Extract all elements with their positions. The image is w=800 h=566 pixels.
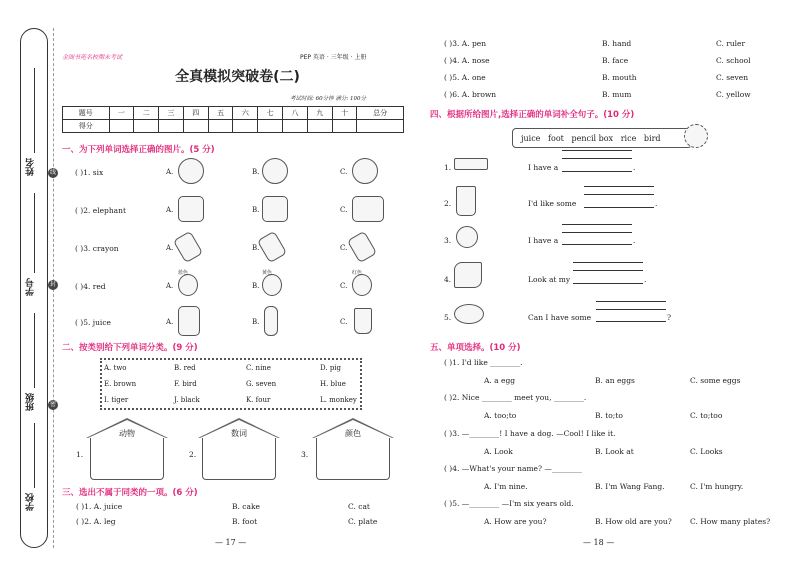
house-colors-label: 颜色: [345, 429, 361, 438]
s4-item1-num: 1.: [444, 163, 452, 172]
score-cell[interactable]: [332, 120, 357, 133]
house-numbers[interactable]: [198, 418, 280, 480]
s5-q4-a[interactable]: A. I'm nine.: [484, 482, 528, 491]
red-balloon-icon: [352, 270, 372, 296]
s3-q5-stem[interactable]: ( )5. A. one: [444, 73, 486, 82]
score-header-cell: 九: [307, 107, 332, 120]
s5-q5-a[interactable]: A. How are you?: [484, 517, 547, 526]
s3-q1-stem[interactable]: ( )1. A. juice: [76, 502, 123, 511]
s5-q1-c[interactable]: C. some eggs: [690, 376, 741, 385]
juice-icon: [456, 186, 476, 216]
writing-guide-line: [596, 301, 666, 302]
house1-num: 1.: [76, 450, 84, 459]
word-item: K. four: [246, 396, 271, 404]
s4-item2-end: .: [655, 199, 658, 208]
s1-q3-opt-a[interactable]: A.: [166, 244, 174, 252]
milk-carton-icon: [178, 306, 200, 336]
house3-num: 3.: [301, 450, 309, 459]
word-item: D. pig: [320, 364, 342, 372]
s5-q3-a[interactable]: A. Look: [484, 447, 513, 456]
page-number-left: — 17 —: [215, 538, 247, 547]
girl-icon: [262, 158, 288, 184]
score-cell[interactable]: [183, 120, 208, 133]
juice-glass-icon: [354, 308, 372, 334]
writing-guide-line: [596, 309, 666, 310]
score-cell[interactable]: [109, 120, 134, 133]
s4-item4-end: .: [644, 275, 647, 284]
s1-q4-opt-c[interactable]: C.: [340, 282, 348, 290]
word-item: L. monkey: [320, 396, 357, 404]
s3-q2-stem[interactable]: ( )2. A. leg: [76, 517, 116, 526]
s5-q4-b[interactable]: B. I'm Wang Fang.: [595, 482, 665, 491]
s1-q4-stem[interactable]: ( )4. red: [75, 282, 106, 291]
word-item: J. black: [174, 396, 200, 404]
s4-item5-num: 5.: [444, 313, 452, 322]
score-header-cell: 七: [258, 107, 283, 120]
book-info: PEP 英语 · 三年级 · 上册: [300, 54, 367, 61]
binding-strip: [8, 28, 56, 548]
section2-title: 二、按类别给下列单词分类。(9 分): [62, 343, 198, 353]
s3-q4-c[interactable]: C. school: [716, 56, 751, 65]
score-header-cell: 题号: [63, 107, 110, 120]
s1-q1-opt-a[interactable]: A.: [166, 168, 174, 176]
s3-q4-b[interactable]: B. face: [602, 56, 629, 65]
water-bottle-icon: [264, 306, 278, 336]
s5-q5-stem[interactable]: ( )5. —________ —I'm six years old.: [444, 499, 574, 508]
class-line: [34, 313, 35, 388]
s4-item4-blank[interactable]: [573, 274, 643, 284]
writing-guide-line: [584, 194, 654, 195]
s4-item3-num: 3.: [444, 236, 452, 245]
writing-guide-line: [562, 158, 632, 159]
s3-q3-stem[interactable]: ( )3. A. pen: [444, 39, 487, 48]
s1-q2-stem[interactable]: ( )2. elephant: [75, 206, 126, 215]
s5-q2-stem[interactable]: ( )2. Nice ________ meet you, ________.: [444, 393, 587, 402]
score-cell[interactable]: [134, 120, 159, 133]
s1-q2-opt-c[interactable]: C.: [340, 206, 348, 214]
score-cell[interactable]: [233, 120, 258, 133]
s4-item4-num: 4.: [444, 275, 452, 284]
s1-q5-opt-a[interactable]: A.: [166, 318, 174, 326]
word-item: F. bird: [174, 380, 197, 388]
s4-item5-sentence: Can I have some: [528, 313, 592, 322]
writing-guide-line: [562, 224, 632, 225]
s3-q2-b[interactable]: B. foot: [232, 517, 258, 526]
elephant-icon: [352, 196, 384, 222]
yellow-balloon-icon: [262, 270, 282, 296]
s4-item2-sentence: I'd like some: [528, 199, 577, 208]
bear-icon: [178, 196, 204, 222]
score-row-label: 得分: [63, 120, 110, 133]
house2-num: 2.: [189, 450, 197, 459]
section4-title: 四、根据所给图片,选择正确的单词补全句子。(10 分): [430, 110, 635, 120]
boy-waving-icon: [352, 158, 378, 184]
writing-guide-line: [562, 150, 632, 151]
s1-q4-opt-b[interactable]: B.: [252, 282, 260, 290]
score-cell[interactable]: [357, 120, 404, 133]
school-line: [34, 423, 35, 488]
s5-q5-c[interactable]: C. How many plates?: [690, 517, 771, 526]
score-header-cell: 三: [159, 107, 184, 120]
score-header-cell: 四: [183, 107, 208, 120]
s5-q1-b[interactable]: B. an eggs: [595, 376, 635, 385]
s1-q3-opt-b[interactable]: B.: [252, 244, 260, 252]
section1-title: 一、为下列单词选择正确的图片。(5 分): [62, 145, 215, 155]
score-header-cell: 一: [109, 107, 134, 120]
writing-guide-line: [584, 186, 654, 187]
word-bank-box: [100, 358, 362, 410]
page-title: 全真模拟突破卷(二): [175, 69, 300, 85]
s3-q6-c[interactable]: C. yellow: [716, 90, 751, 99]
rice-bowl-icon: [454, 304, 484, 324]
house-animals[interactable]: [86, 418, 168, 480]
s5-q3-stem[interactable]: ( )3. —________! I have a dog. —Cool! I like it.: [444, 429, 616, 438]
s4-item2-num: 2.: [444, 199, 452, 208]
word-item: A. two: [104, 364, 127, 372]
s5-q2-b[interactable]: B. to;to: [595, 411, 623, 420]
s1-q2-opt-b[interactable]: B.: [252, 206, 260, 214]
s3-q1-c[interactable]: C. cat: [348, 502, 370, 511]
foot-icon: [454, 262, 482, 288]
writing-guide-line: [562, 232, 632, 233]
s1-q5-opt-c[interactable]: C.: [340, 318, 348, 326]
s5-q3-c[interactable]: C. Looks: [690, 447, 723, 456]
word-item: B. red: [174, 364, 196, 372]
score-table: [62, 106, 404, 133]
s3-q4-stem[interactable]: ( )4. A. nose: [444, 56, 490, 65]
score-cell[interactable]: [208, 120, 233, 133]
pencil-box-icon: [454, 158, 488, 170]
score-row: [63, 120, 404, 133]
house-colors[interactable]: [312, 418, 394, 480]
red-tag: 红色: [352, 270, 363, 276]
score-cell[interactable]: [159, 120, 184, 133]
s1-q1-stem[interactable]: ( )1. six: [75, 168, 104, 177]
s4-item1-blank[interactable]: [562, 162, 632, 172]
s3-q5-b[interactable]: B. mouth: [602, 73, 637, 82]
student-id-line: [34, 193, 35, 273]
s3-q2-c[interactable]: C. plate: [348, 517, 378, 526]
house-animals-label: 动物: [119, 429, 135, 438]
s3-q6-stem[interactable]: ( )6. A. brown: [444, 90, 497, 99]
writing-guide-line: [573, 262, 643, 263]
score-header-row: [63, 107, 404, 120]
score-header-cell: 五: [208, 107, 233, 120]
s5-q4-c[interactable]: C. I'm hungry.: [690, 482, 744, 491]
seal-seal-mark: 封: [49, 281, 56, 288]
score-cell[interactable]: [258, 120, 283, 133]
name-label: 姓名: [26, 158, 36, 176]
s4-item3-end: .: [633, 236, 636, 245]
exam-info: 考试时间: 60分钟 满分: 100分: [290, 96, 366, 102]
s3-q3-b[interactable]: B. hand: [602, 39, 632, 48]
s4-item3-sentence: I have a: [528, 236, 559, 245]
word-item: I. tiger: [104, 396, 129, 404]
seal-secret-mark: 密: [49, 401, 56, 408]
s3-q3-c[interactable]: C. ruler: [716, 39, 746, 48]
s1-q5-stem[interactable]: ( )5. juice: [75, 318, 111, 327]
s5-q4-stem[interactable]: ( )4. —What's your name? —________: [444, 464, 582, 473]
series-title: 金阁书苑名校期末考试: [62, 54, 123, 61]
score-cell[interactable]: [307, 120, 332, 133]
s1-q1-opt-b[interactable]: B.: [252, 168, 260, 176]
student-id-label: 学号: [26, 278, 36, 296]
section3-title: 三、选出不属于同类的一项。(6 分): [62, 488, 198, 498]
s5-q2-c[interactable]: C. to;too: [690, 411, 723, 420]
score-header-cell: 总分: [357, 107, 404, 120]
flower-icon: [684, 124, 708, 148]
s3-q1-b[interactable]: B. cake: [232, 502, 260, 511]
pencil-icon: [347, 231, 377, 264]
score-header-cell: 八: [283, 107, 308, 120]
s1-q5-opt-b[interactable]: B.: [252, 318, 260, 326]
squirrel-icon: [262, 196, 288, 222]
s4-item4-sentence: Look at my: [528, 275, 571, 284]
school-label: 学校: [26, 493, 36, 511]
score-header-cell: 二: [134, 107, 159, 120]
s1-q3-opt-c[interactable]: C.: [340, 244, 348, 252]
s4-item2-blank[interactable]: [584, 198, 654, 208]
word-bank-text: juice foot pencil box rice bird: [521, 134, 661, 143]
blue-balloon-icon: [178, 270, 198, 296]
boy-showing-six-icon: [178, 158, 204, 184]
word-item: E. brown: [104, 380, 137, 388]
score-header-cell: 十: [332, 107, 357, 120]
s3-q5-c[interactable]: C. seven: [716, 73, 749, 82]
s3-q6-b[interactable]: B. mum: [602, 90, 632, 99]
s5-q2-a[interactable]: A. too;to: [484, 411, 517, 420]
word-item: H. blue: [320, 380, 346, 388]
writing-guide-line: [573, 270, 643, 271]
bird-icon: [456, 226, 478, 248]
s1-q3-stem[interactable]: ( )3. crayon: [75, 244, 119, 253]
s1-q2-opt-a[interactable]: A.: [166, 206, 174, 214]
glue-icon: [257, 231, 287, 264]
seal-line-mark: 线: [49, 169, 56, 176]
s5-q1-a[interactable]: A. a egg: [484, 376, 516, 385]
s4-item3-blank[interactable]: [562, 235, 632, 245]
s4-item1-end: .: [633, 163, 636, 172]
s1-q4-opt-a[interactable]: A.: [166, 282, 174, 290]
page-number-right: — 18 —: [583, 538, 615, 547]
yellow-tag: 黄色: [262, 270, 273, 276]
score-header-cell: 六: [233, 107, 258, 120]
s5-q3-b[interactable]: B. Look at: [595, 447, 634, 456]
s1-q1-opt-c[interactable]: C.: [340, 168, 348, 176]
section4-word-bank: [512, 128, 692, 148]
section5-title: 五、单项选择。(10 分): [430, 343, 521, 353]
blue-tag: 蓝色: [178, 270, 189, 276]
score-cell[interactable]: [283, 120, 308, 133]
word-item: C. nine: [246, 364, 271, 372]
name-line: [34, 68, 35, 153]
s4-item1-sentence: I have a: [528, 163, 559, 172]
house-numbers-label: 数词: [231, 429, 247, 438]
word-item: G. seven: [246, 380, 277, 388]
s4-item5-end: ?: [667, 313, 672, 322]
class-label: 班级: [26, 393, 36, 411]
s4-item5-blank[interactable]: [596, 312, 666, 322]
crayon-icon: [173, 231, 203, 264]
s5-q1-stem[interactable]: ( )1. I'd like ________.: [444, 358, 523, 367]
s5-q5-b[interactable]: B. How old are you?: [595, 517, 672, 526]
